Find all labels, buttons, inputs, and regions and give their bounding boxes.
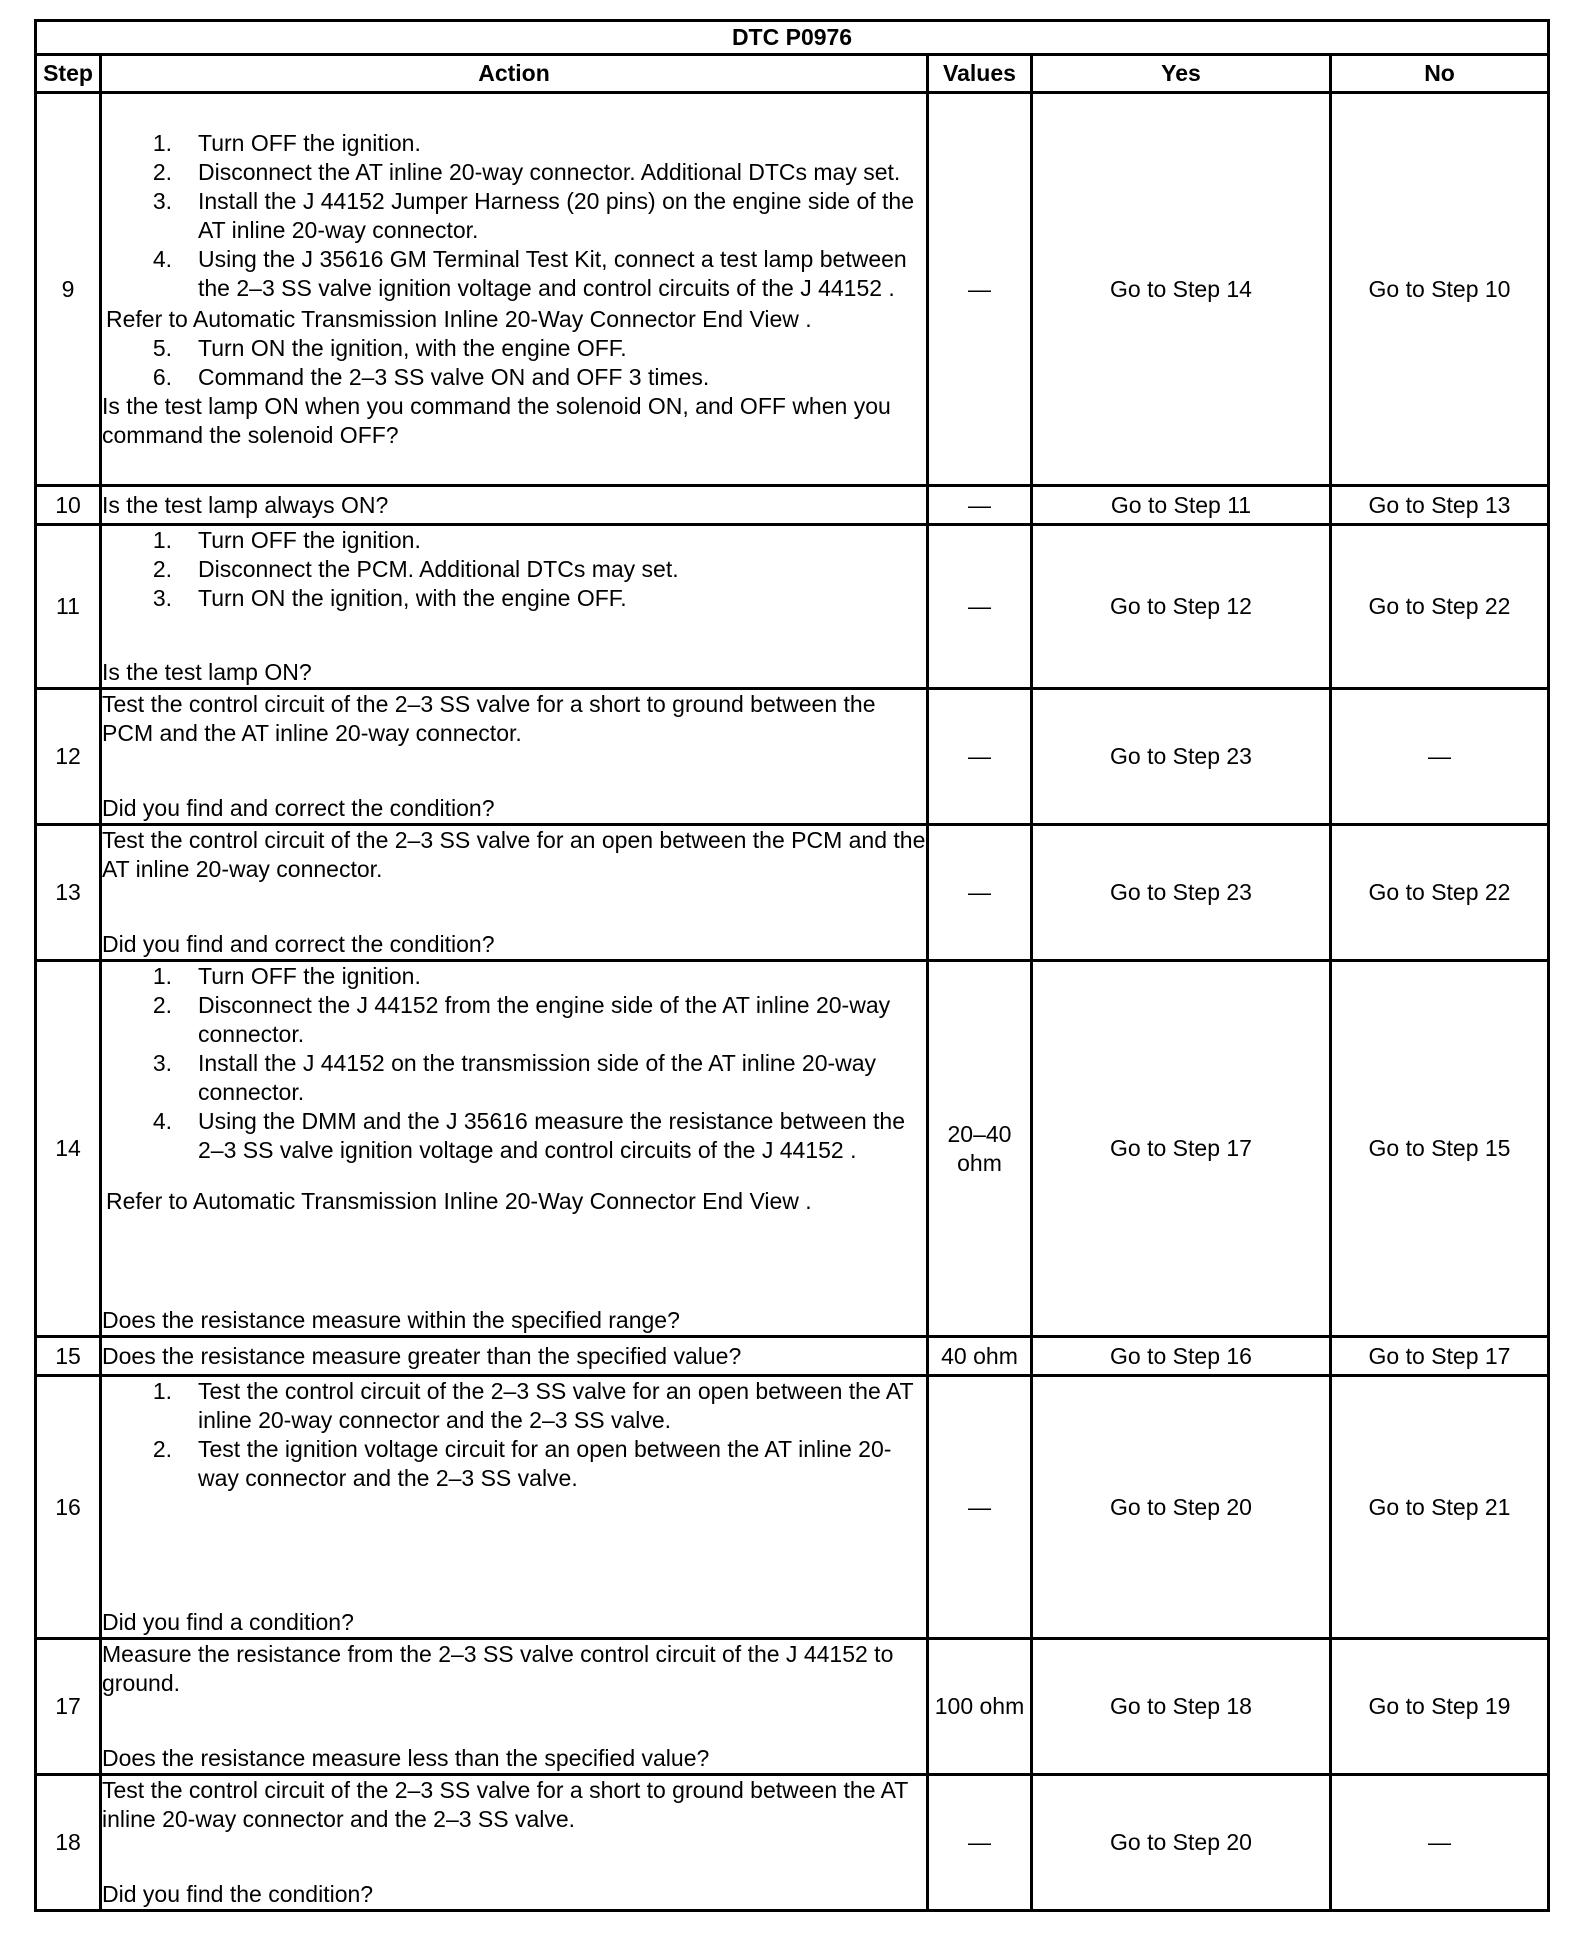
- question-text: Is the test lamp always ON?: [101, 486, 928, 525]
- action-list: [102, 1377, 926, 1493]
- list-item: 1. Turn OFF the ignition.: [152, 527, 421, 553]
- no-cell: Go to Step 22: [1331, 525, 1549, 689]
- table-row: [36, 525, 1549, 689]
- list-item: 4. Using the DMM and the J 35616 measure the resistance between the 2–3 SS valve ignition voltage and control circuits of the J 44152 .: [152, 1108, 906, 1163]
- action-text: Test the control circuit of the 2–3 SS valve for an open between the PCM and the AT inline 20-way connector.: [102, 827, 926, 882]
- yes-cell: Go to Step 23: [1032, 825, 1331, 961]
- step-number: 12: [36, 689, 101, 825]
- no-cell: Go to Step 21: [1331, 1376, 1549, 1639]
- values-cell: 20–40 ohm: [928, 961, 1032, 1337]
- list-item: 1. Turn OFF the ignition.: [152, 963, 421, 989]
- list-item: 4. Using the J 35616 GM Terminal Test Kit, connect a test lamp between the 2–3 SS valve ignition voltage and control circuits of the J 44152 .: [152, 245, 907, 301]
- action-cell: [101, 525, 928, 689]
- question-text: Is the test lamp ON when you command the solenoid ON, and OFF when you command the solenoid OFF?: [102, 392, 891, 448]
- action-cell: [101, 1376, 928, 1639]
- action-list: [102, 334, 926, 392]
- no-cell: Go to Step 15: [1331, 961, 1549, 1337]
- question-text: Does the resistance measure greater than the specified value?: [101, 1337, 928, 1376]
- no-cell: Go to Step 19: [1331, 1639, 1549, 1775]
- action-content: [102, 1776, 926, 1909]
- action-content: [102, 1377, 926, 1637]
- step-number: 15: [36, 1337, 101, 1376]
- action-cell: [101, 689, 928, 825]
- list-item: 3. Install the J 44152 Jumper Harness (20 pins) on the engine side of the AT inline 20-way connector.: [152, 187, 914, 243]
- table-row: [36, 93, 1549, 486]
- step-number: 17: [36, 1639, 101, 1775]
- list-item: 5. Turn ON the ignition, with the engine OFF.: [152, 334, 627, 361]
- yes-cell: Go to Step 16: [1032, 1337, 1331, 1376]
- question-text: Is the test lamp ON?: [102, 659, 312, 685]
- no-cell: Go to Step 17: [1331, 1337, 1549, 1376]
- action-content: [102, 1640, 926, 1773]
- values-cell: —: [928, 1775, 1032, 1911]
- yes-cell: Go to Step 17: [1032, 961, 1331, 1337]
- table-title: DTC P0976: [36, 21, 1549, 55]
- reference-text: Refer to Automatic Transmission Inline 20-Way Connector End View .: [106, 1188, 812, 1214]
- table-row: [36, 1639, 1549, 1775]
- yes-cell: Go to Step 12: [1032, 525, 1331, 689]
- no-cell: Go to Step 22: [1331, 825, 1549, 961]
- values-cell: —: [928, 486, 1032, 525]
- no-cell: Go to Step 13: [1331, 486, 1549, 525]
- table-header-row: [36, 55, 1549, 93]
- action-content: [102, 526, 926, 687]
- step-number: 11: [36, 525, 101, 689]
- no-cell: Go to Step 10: [1331, 93, 1549, 486]
- action-text: Measure the resistance from the 2–3 SS valve control circuit of the J 44152 to ground.: [102, 1641, 894, 1696]
- step-number: 14: [36, 961, 101, 1337]
- question-text: Did you find the condition?: [102, 1881, 374, 1907]
- action-body: [102, 962, 926, 1216]
- action-content: [102, 826, 926, 959]
- action-text: Test the control circuit of the 2–3 SS valve for a short to ground between the AT inline 20-way connector and the 2–3 SS valve.: [102, 1777, 908, 1832]
- list-item: 2. Disconnect the PCM. Additional DTCs may set.: [152, 556, 679, 582]
- yes-cell: Go to Step 11: [1032, 486, 1331, 525]
- header-values: Values: [928, 55, 1032, 93]
- action-cell: [101, 1775, 928, 1911]
- values-cell: —: [928, 525, 1032, 689]
- list-item: 3. Install the J 44152 on the transmission side of the AT inline 20-way connector.: [152, 1050, 877, 1105]
- list-item: 2. Test the ignition voltage circuit for an open between the AT inline 20-way connector and the 2–3 SS valve.: [152, 1436, 892, 1491]
- list-item: 2. Disconnect the J 44152 from the engine side of the AT inline 20-way connector.: [152, 992, 891, 1047]
- values-cell: —: [928, 825, 1032, 961]
- reference-text: Refer to Automatic Transmission Inline 20-Way Connector End View .: [106, 305, 812, 332]
- yes-cell: Go to Step 23: [1032, 689, 1331, 825]
- action-cell: [101, 825, 928, 961]
- no-cell: —: [1331, 689, 1549, 825]
- action-text: Test the control circuit of the 2–3 SS valve for a short to ground between the PCM and the AT inline 20-way connector.: [102, 691, 876, 746]
- table-row: [36, 689, 1549, 825]
- action-cell: [101, 93, 928, 486]
- table-row: [36, 1337, 1549, 1376]
- step-number: 9: [36, 93, 101, 486]
- table-row: [36, 961, 1549, 1337]
- action-cell: [101, 1639, 928, 1775]
- header-action: Action: [101, 55, 928, 93]
- step-number: 13: [36, 825, 101, 961]
- header-no: No: [1331, 55, 1549, 93]
- diagnostic-table: [34, 19, 1550, 1912]
- list-item: 3. Turn ON the ignition, with the engine OFF.: [152, 585, 627, 611]
- table-title-row: [36, 21, 1549, 55]
- action-list: [102, 526, 926, 613]
- step-number: 10: [36, 486, 101, 525]
- action-list: [102, 962, 926, 1165]
- question-text: Does the resistance measure within the specified range?: [102, 1307, 680, 1333]
- yes-cell: Go to Step 20: [1032, 1376, 1331, 1639]
- list-item: 2. Disconnect the AT inline 20-way connector. Additional DTCs may set.: [152, 158, 901, 185]
- yes-cell: Go to Step 18: [1032, 1639, 1331, 1775]
- values-cell: —: [928, 93, 1032, 486]
- question-text: Did you find a condition?: [102, 1609, 354, 1635]
- question-text: Did you find and correct the condition?: [102, 795, 495, 821]
- values-cell: —: [928, 1376, 1032, 1639]
- action-content: [102, 962, 926, 1335]
- no-cell: —: [1331, 1775, 1549, 1911]
- step-number: 18: [36, 1775, 101, 1911]
- question-text: Did you find and correct the condition?: [102, 931, 495, 957]
- header-step: Step: [36, 55, 101, 93]
- header-yes: Yes: [1032, 55, 1331, 93]
- values-cell: 100 ohm: [928, 1639, 1032, 1775]
- table-row: [36, 825, 1549, 961]
- yes-cell: Go to Step 20: [1032, 1775, 1331, 1911]
- step-number: 16: [36, 1376, 101, 1639]
- table-row: [36, 486, 1549, 525]
- question-text: Does the resistance measure less than the specified value?: [102, 1745, 710, 1771]
- list-item: 1. Test the control circuit of the 2–3 SS valve for an open between the AT inline 20-way connector and the 2–3 SS valve.: [152, 1378, 914, 1433]
- yes-cell: Go to Step 14: [1032, 93, 1331, 486]
- table-row: [36, 1376, 1549, 1639]
- values-cell: —: [928, 689, 1032, 825]
- action-cell: [101, 961, 928, 1337]
- table-row: [36, 1775, 1549, 1911]
- list-item: 1. Turn OFF the ignition.: [152, 129, 421, 156]
- action-list: [102, 129, 926, 303]
- values-cell: 40 ohm: [928, 1337, 1032, 1376]
- list-item: 6. Command the 2–3 SS valve ON and OFF 3 times.: [152, 363, 710, 390]
- action-content: [102, 690, 926, 823]
